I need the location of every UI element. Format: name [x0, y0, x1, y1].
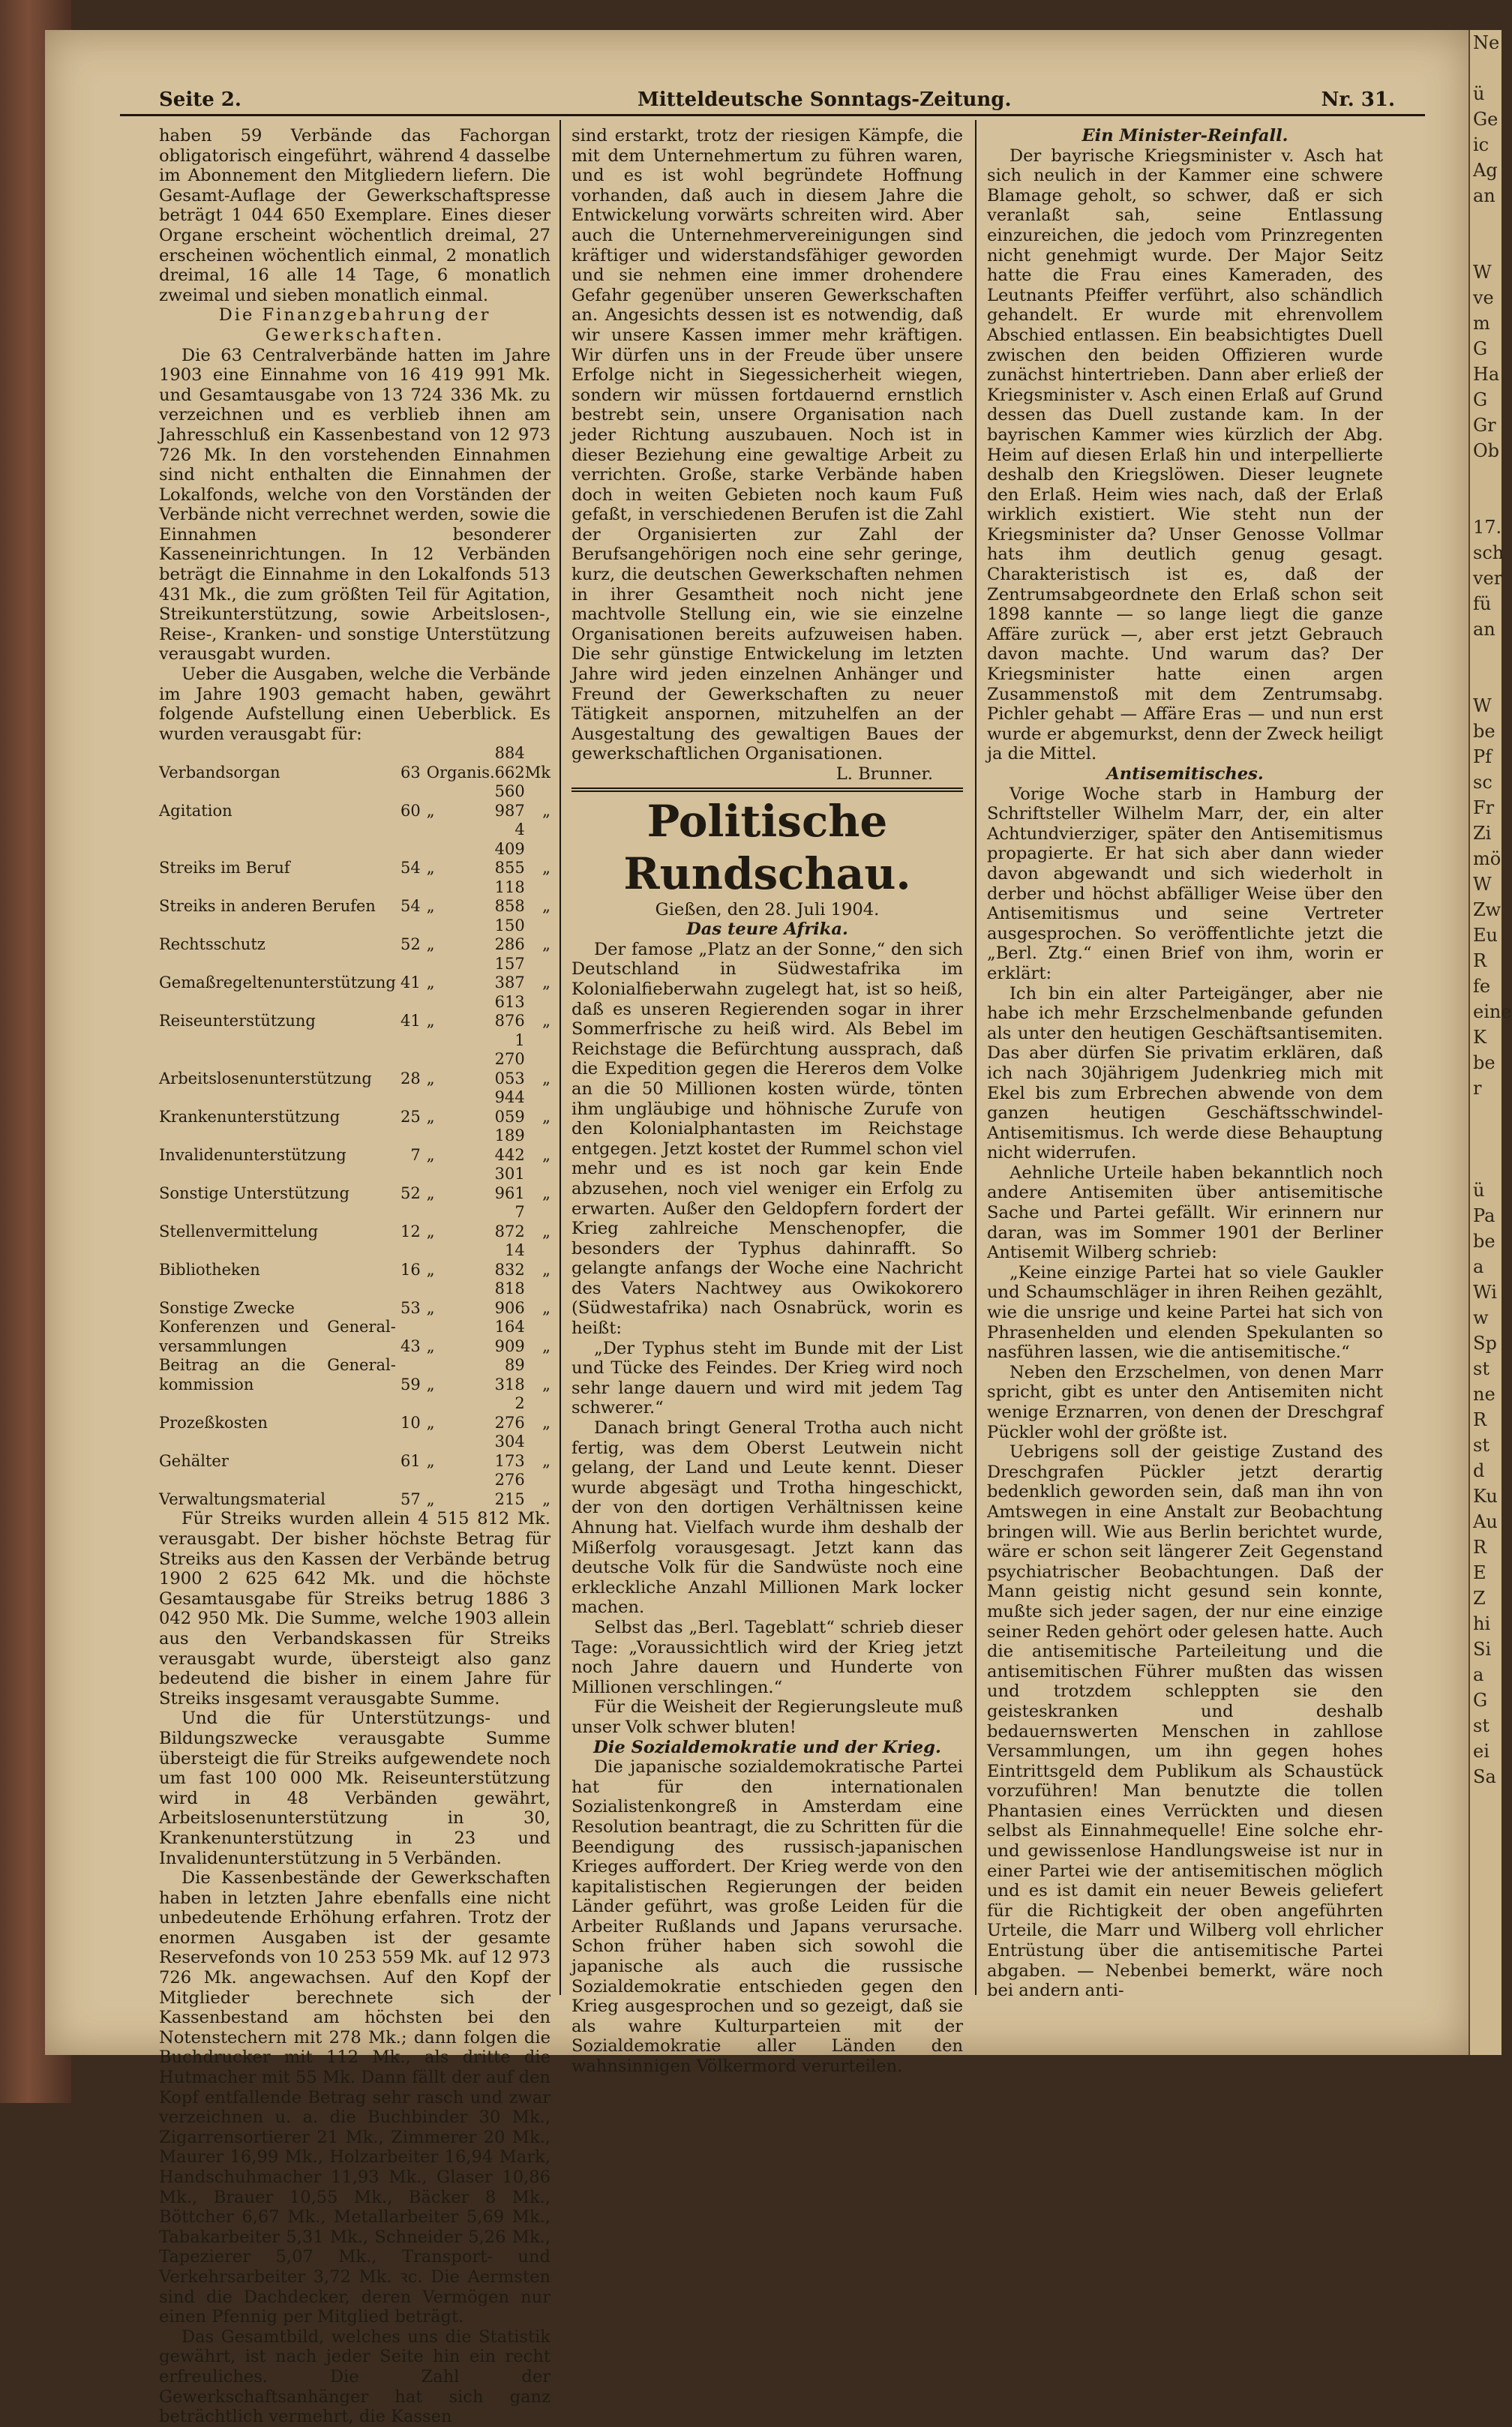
edge-text-fragment: m — [1473, 313, 1490, 334]
table-cell-count: 52 — [400, 935, 421, 954]
edge-text-fragment: G — [1473, 389, 1488, 410]
edge-text-fragment: st — [1473, 1715, 1490, 1736]
table-cell-count: 59 — [400, 1375, 421, 1394]
page-header — [120, 88, 1425, 116]
edge-text-fragment: w — [1473, 1307, 1489, 1328]
edge-text-fragment: Z — [1473, 1588, 1486, 1609]
quote: Ich bin ein alter Parteigänger, aber nie habe ich mehr Erzschelmenbande gefunden als unter den heutigen Geschäftsantisemiten. Das aber dürfen Sie privatim erklären, daß ich nach 30jährigem Judenkrieg mich mit Ekel bis zum Erbrechen abwende von dem ganzen heutigen Geschäftsschwindel-Antisemitismus. Ich werde diese Behauptung nicht widerrufen. — [987, 983, 1383, 1163]
table-cell-label: Konferenzen und General-versammlungen — [159, 1318, 396, 1355]
article-paragraph: Uebrigens soll der geistige Zustand des Dreschgrafen Pückler jetzt derartig bedenklich geworden sein, daß man ihn von Amtswegen in eine Anstalt zur Beobachtung bringen will. Wie aus Berlin berichtet wurde, wäre er schon seit längerer Zeit Gegenstand psychiatrischer Beobachtungen. Daß der Mann geistig nicht gesund sein konnte, mußte sich jeder sagen, der nur eine einzige seiner Reden gehört oder gelesen hatte. Auch die antisemitische Parteileitung und die antisemitischen Führer mußten das wissen und trotzdem schleppten sie den geisteskranken und deshalb bedauernswerten Menschen in zahllose Versammlungen, um ihn gegen hohes Eintrittsgeld dem Publikum als Schaustück vorzuführen! Man benutzte die tollen Phantasien eines Verrückten und diesen selbst als Einnahmequelle! Eine solche ehr- und gewissenlose Handlungsweise ist nur in einer Partei wie der antisemitischen möglich und es ist damit ein neuer Beweis geliefert für die Richtigkeit der oben angeführten Urteile, die Marr und Wilberg voll ehrlicher Entrüstung über die antisemitische Partei abgaben. — Nebenbei bemerkt, wäre noch bei andern anti- — [987, 1442, 1383, 2001]
table-row — [159, 1356, 550, 1394]
article-paragraph: Die 63 Centralverbände hatten im Jahre 1903 eine Einnahme von 16 419 991 Mk. und Gesamtausgabe von 13 724 336 Mk. zu verzeichnen und es verblieb ihnen am Jahresschluß ein Kassenbestand von 12 973 726 Mk. In den vorstehenden Einnahmen sind nicht enthalten die Einnahmen der Lokalfonds, welche von den Vorständen der Verbände nicht verrechnet werden, sowie die Einnahmen besonderer Kasseneinrichtungen. In 12 Verbänden beträgt die Einnahme in den Lokalfonds 513 431 Mk., die zum größten Teil für Agitation, Streikunterstützung, sowie Arbeitslosen-, Reise-, Kranken- und sonstige Unterstützung verausgabt wurden. — [159, 345, 550, 664]
table-cell-label: Stellenvermittelung — [159, 1222, 319, 1240]
article-paragraph: Der bayrische Kriegsminister v. Asch hat sich neulich in der Kammer eine schwere Blamage geholt, so schwer, daß er sich veranlaßt sah, seine Entlassung einzureichen, die jedoch vom Prinzregenten nicht genehmigt wurde. Der Major Seitz hatte die Frau eines Kameraden, des Leutnants Pfeiffer verführt, also schändlich gehandelt. Er wurde mit ehrenvollem Abschied entlassen. Ein beabsichtigtes Duell zwischen den beiden Offizieren wurde zunächst hintertrieben. Dann aber erließ der Kriegsminister v. Asch einen Erlaß auf Grund dessen das Duell zustande kam. In der bayrischen Kammer wies kürzlich der Abg. Heim auf diesen Erlaß hin und interpellierte deshalb den Kriegslöwen. Dieser leugnete den Erlaß. Heim wies nach, daß der Erlaß wirklich existiert. Wie steht nun der Kriegsminister da? Unser Genosse Vollmar hats ihm deutlich genug gesagt. Charakteristisch ist es, daß der Zentrumsabgeordnete den Erlaß schon seit 1898 kannte — so lange liegt die ganze Affäre zurück —, aber erst jetzt Gebrauch davon machte. Und warum das? Der Kriegsminister hatte einen argen Zusammenstoß mit dem Zentrumsabg. Pichler gehabt — Affäre Eras — und nun erst wurde er abgemurkst, denn der Zweck heiligt ja die Mittel. — [987, 146, 1383, 764]
table-cell-label: Beitrag an die General-kommission — [159, 1356, 396, 1394]
edge-text-fragment: W — [1473, 695, 1492, 716]
table-cell-count: 53 — [400, 1298, 421, 1317]
table-cell-unit: „ — [542, 1451, 550, 1470]
article-paragraph: Vorige Woche starb in Hamburg der Schriftsteller Wilhelm Marr, der, ein alter Achtundvierziger, später den Antisemitismus propagierte. Er hat sich aber dann wieder davon abgewandt und sich wiederholt in derber und höchst abfälliger Weise über den Antisemitismus und seine Vertreter ausgesprochen. So veröffentlichte jetzt die „Berl. Ztg.“ einen Brief von ihm, worin er erklärt: — [987, 784, 1383, 983]
edge-text-fragment: be — [1473, 1052, 1496, 1073]
article-paragraph: Das Gesamtbild, welches uns die Statistik gewährt, ist nach jeder Seite hin ein recht erfreuliches. Die Zahl der Gewerkschaftsanhänger hat sich ganz beträchtlich vermehrt, die Kassen — [159, 2326, 550, 2427]
edge-text-fragment — [1470, 464, 1502, 489]
dateline: Gießen, den 28. Juli 1904. — [655, 899, 880, 920]
edge-text-fragment: Zw — [1473, 899, 1502, 920]
table-cell-label: Gemaßregeltenunterstützung — [159, 974, 396, 992]
table-cell-sub: „ — [426, 1490, 435, 1508]
article-paragraph: Die japanische sozialdemokratische Partei hat für den internationalen Sozialistenkongreß in Amsterdam eine Resolution beantragt, die zu Schritten für die Beendigung des russisch-japanischen Krieges auffordert. Der Krieg werde von den kapitalistischen Regierungen der beiden Länder geführt, was große Leiden für die Arbeiter Rußlands und Japans verursache. Schon früher haben sich sowohl die japanische als auch die russische Sozialdemokratie entschieden gegen den Krieg ausgesprochen und so gezeigt, daß sie als wahre Kulturparteien mit der Sozialdemokratie aller Länden den wahnsinnigen Völkermord verurteilen. — [572, 1757, 963, 2077]
table-cell-unit: „ — [542, 974, 550, 992]
edge-text-fragment: Fr — [1473, 797, 1495, 818]
table-row — [159, 782, 550, 820]
table-cell-label: Invalidenunterstützung — [159, 1145, 346, 1164]
table-row — [159, 744, 550, 782]
edge-text-fragment — [1470, 642, 1502, 668]
newspaper-title: Mitteldeutsche Sonntags-Zeitung. — [638, 88, 1012, 111]
section-title: Politische Rundschau. — [623, 795, 911, 899]
table-row — [159, 1203, 550, 1241]
section-rule — [572, 788, 963, 792]
table-cell-label: Arbeitslosenunterstützung — [159, 1069, 372, 1088]
table-cell-sub: „ — [426, 1069, 435, 1088]
table-cell-sub: „ — [426, 1413, 435, 1432]
table-cell-label: Verbandsorgan — [159, 763, 280, 782]
table-row — [159, 1394, 550, 1432]
table-cell-unit: „ — [542, 1375, 550, 1394]
edge-text-fragment: W — [1473, 262, 1492, 283]
table-cell-sub: Organis. — [426, 763, 495, 782]
edge-text-fragment: fü — [1473, 593, 1492, 614]
edge-text-fragment: E — [1473, 1562, 1486, 1583]
article-paragraph: Für Streiks wurden allein 4 515 812 Mk. verausgabt. Der bisher höchste Betrag für Streiks aus den Kassen der Verbände betrug 1900 2 625 642 Mk. und die höchste Gesamtausgabe für Streiks betrug 1886 3 042 950 Mk. Die Summe, welche 1903 allein aus den Verbandskassen für Streiks verausgabt wurde, übersteigt also ganz bedeutend die bisher in einem Jahre für Streiks insgesamt verausgabte Summe. — [159, 1509, 550, 1708]
edge-text-fragment — [1470, 1152, 1502, 1178]
table-cell-amount: 613 876 — [494, 992, 525, 1030]
edge-text-fragment: an — [1473, 619, 1496, 640]
table-cell-count: 61 — [400, 1451, 421, 1470]
table-cell-unit: „ — [542, 859, 550, 878]
table-cell-unit: Mk — [524, 763, 550, 782]
table-cell-label: Bibliotheken — [159, 1260, 260, 1279]
edge-text-fragment — [1470, 668, 1502, 693]
table-cell-amount: 304 173 — [494, 1432, 525, 1470]
edge-text-fragment: Wi — [1473, 1282, 1497, 1303]
table-cell-sub: „ — [426, 1375, 435, 1394]
table-cell-amount: 164 909 — [494, 1318, 525, 1355]
table-cell-count: 28 — [400, 1069, 421, 1088]
table-cell-sub: „ — [426, 801, 435, 820]
table-cell-sub: „ — [426, 1298, 435, 1317]
edge-text-fragment: hi — [1473, 1613, 1491, 1634]
table-cell-label: Reiseunterstützung — [159, 1012, 316, 1030]
edge-text-fragment: Eu — [1473, 925, 1498, 946]
table-cell-label: Rechtsschutz — [159, 935, 266, 954]
table-cell-label: Verwaltungsmaterial — [159, 1490, 326, 1508]
table-cell-count: 43 — [400, 1336, 421, 1355]
table-cell-amount: 118 858 — [494, 878, 525, 916]
table-cell-unit: „ — [542, 1260, 550, 1279]
edge-text-fragment: ü — [1473, 1180, 1485, 1201]
edge-text-fragment: Sa — [1473, 1766, 1496, 1787]
edge-text-fragment: ve — [1473, 287, 1494, 308]
edge-text-fragment — [1470, 489, 1502, 514]
column-2 — [572, 126, 963, 2077]
table-cell-count: 57 — [400, 1490, 421, 1508]
edge-text-fragment: Pa — [1473, 1205, 1496, 1226]
table-row — [159, 1280, 550, 1318]
table-cell-sub: „ — [426, 1107, 435, 1126]
article-paragraph: haben 59 Verbände das Fachorgan obligatorisch eingeführt, während 4 dasselbe im Abonnement den Mitgliedern liefern. Die Gesamt-Auflage der Gewerkschaftspresse beträgt 1 044 650 Exemplare. Eines dieser Organe erscheint wöchentlich dreimal, 27 erscheinen wöchentlich einmal, 2 monatlich dreimal, 16 alle 14 Tage, 6 monatlich zweimal und sieben monatlich einmal. — [159, 126, 550, 305]
table-row — [159, 993, 550, 1031]
edge-text-fragment: st — [1473, 1358, 1490, 1379]
article-paragraph: Neben den Erzschelmen, von denen Marr spricht, gibt es unter den Antisemiten nicht wenige Erznarren, von denen der Dreschgraf Pückler wohl der größte ist. — [987, 1362, 1383, 1442]
table-cell-unit: „ — [542, 1012, 550, 1030]
table-cell-label: Streiks in anderen Berufen — [159, 897, 376, 916]
issue-number: Nr. 31. — [1321, 88, 1395, 111]
edge-text-fragment — [1470, 1101, 1502, 1126]
table-cell-unit: „ — [542, 1336, 550, 1355]
edge-text-fragment: ei — [1473, 1741, 1490, 1762]
table-cell-label: Sonstige Zwecke — [159, 1298, 295, 1317]
edge-text-fragment: W — [1473, 874, 1492, 895]
table-cell-unit: „ — [542, 1145, 550, 1164]
table-cell-label: Gehälter — [159, 1451, 229, 1470]
article-paragraph: Der famose „Platz an der Sonne,“ den sich Deutschland in Südwestafrika im Kolonialfieberwahn zugelegt hat, ist so heiß, daß es unseren Regierenden sogar in ihrer Sommerfrische zu heiß wird. Als Bebel im Reichstage die Befürchtung aussprach, daß die Expedition gegen die Hereros dem Volke an die 50 Millionen kosten würde, tönten ihm ungläubige und höhnische Zurufe von den Kolonialphantasten im Reichstage entgegen. Jetzt kostet der Rummel schon viel mehr und es ist noch gar kein Ende abzusehen, noch viel weniger ein Erfolg zu erwarten. Außer den Geldopfern fordert der Krieg zahlreiche Menschenopfer, die besonders der Typhus dahinrafft. So gelangte anfangs der Woche eine Nachricht des Vaters Nachtwey aus Owikokorero (Südwestafrika) nach Osnabrück, worin es heißt: — [572, 939, 963, 1339]
page-number: Seite 2. — [159, 88, 242, 111]
edge-text-fragment: Ku — [1473, 1486, 1498, 1507]
table-cell-amount: 818 906 — [494, 1280, 525, 1317]
table-cell-count: 54 — [400, 859, 421, 878]
table-row — [159, 955, 550, 993]
table-row — [159, 820, 550, 878]
table-cell-sub: „ — [426, 859, 435, 878]
edge-text-fragment: R — [1473, 1409, 1487, 1430]
article-paragraph: Die Kassenbestände der Gewerkschaften haben in letzten Jahre ebenfalls eine nicht unbedeutende Erhöhung erfahren. Trotz der enormen Ausgaben ist der gesamte Reservefonds von 10 253 559 Mk. auf 12 973 726 Mk. angewachsen. Auf den Kopf der Mitglieder berechnete sich der Kassenbestand am höchsten bei den Notenstechern mit 278 Mk.; dann folgen die Buchdrucker mit 112 Mk., als dritte die Hutmacher mit 55 Mk. Dann fällt der auf den Kopf entfallende Betrag sehr rasch und zwar verzeichnen u. a. die Buchbinder 30 Mk., Zigarrensortierer 21 Mk., Zimmerer 20 Mk., Maurer 16,99 Mk., Holzarbeiter 16,94 Mark, Handschuhmacher 11,93 Mk., Glaser 10,86 Mk., Brauer 10,55 Mk., Bäcker 8 Mk., Böttcher 6,67 Mk., Metallarbeiter 5,69 Mk., Tabakarbeiter 5,31 Mk., Schneider 5,26 Mk., Tapezierer 5,07 Mk., Transport- und Verkehrsarbeiter 3,72 Mk. ꝛc. Die Aermsten sind die Dachdecker, deren Vermögen nur einen Pfennig per Mitglied beträgt. — [159, 1868, 550, 2327]
edge-text-fragment: Au — [1473, 1511, 1498, 1532]
edge-text-fragment: Zi — [1473, 823, 1492, 844]
table-cell-amount: 560 987 — [494, 782, 525, 820]
table-cell-unit: „ — [542, 1413, 550, 1432]
edge-text-fragment: Ha — [1473, 364, 1500, 385]
table-cell-unit: „ — [542, 1222, 550, 1240]
table-cell-amount: 944 059 — [494, 1088, 525, 1126]
table-cell-sub: „ — [426, 935, 435, 954]
table-cell-count: 52 — [400, 1184, 421, 1202]
author-signature: L. Brunner. — [836, 764, 933, 784]
table-cell-sub: „ — [426, 1012, 435, 1030]
table-cell-sub: „ — [426, 1451, 435, 1470]
table-cell-sub: „ — [426, 1145, 435, 1164]
table-cell-count: 41 — [400, 974, 421, 992]
edge-text-fragment: fe — [1473, 976, 1491, 997]
edge-text-fragment: ne — [1473, 1384, 1496, 1405]
table-cell-amount: 276 215 — [494, 1471, 525, 1508]
table-cell-label: Agitation — [159, 801, 232, 820]
table-cell-amount: 157 387 — [494, 954, 525, 992]
column-1 — [159, 126, 550, 2427]
edge-text-fragment: d — [1473, 1460, 1485, 1481]
table-cell-unit: „ — [542, 1490, 550, 1508]
table-cell-label: Streiks im Beruf — [159, 859, 290, 878]
edge-text-fragment: sc — [1473, 772, 1492, 793]
table-cell-unit: „ — [542, 1069, 550, 1088]
quote: „Der Typhus steht im Bunde mit der List und Tücke des Feindes. Der Krieg wird noch sehr lange dauern und wird mit jedem Tag schwerer.“ — [572, 1338, 963, 1418]
edge-text-fragment: mö — [1473, 848, 1502, 869]
edge-text-fragment: K — [1473, 1027, 1486, 1048]
table-cell-unit: „ — [542, 935, 550, 954]
table-cell-sub: „ — [426, 1336, 435, 1355]
edge-text-fragment: eine — [1473, 1001, 1512, 1022]
article-paragraph: Selbst das „Berl. Tageblatt“ schrieb dieser Tage: „Voraussichtlich wird der Krieg jetzt noch Jahre dauern und Hunderte von Millionen verschlingen.“ — [572, 1617, 963, 1697]
table-cell-amount: 2 276 — [494, 1394, 525, 1432]
table-cell-count: 7 — [410, 1145, 421, 1164]
article-paragraph: Für die Weisheit der Regierungsleute muß unser Volk schwer bluten! — [572, 1697, 963, 1737]
edge-text-fragment: R — [1473, 950, 1487, 971]
edge-text-fragment: G — [1473, 1690, 1488, 1711]
table-cell-amount: 150 286 — [494, 916, 525, 954]
edge-text-fragment: Gr — [1473, 415, 1496, 436]
table-row — [159, 878, 550, 916]
edge-text-fragment — [1470, 208, 1502, 234]
table-cell-unit: „ — [542, 801, 550, 820]
table-cell-count: 41 — [400, 1012, 421, 1030]
article-heading: Antisemitisches. — [1106, 764, 1264, 784]
article-heading: Ein Minister-Reinfall. — [1082, 126, 1288, 146]
table-cell-amount: 1 270 053 — [494, 1030, 525, 1088]
table-cell-count: 10 — [400, 1413, 421, 1432]
article-paragraph: Und die für Unterstützungs- und Bildungszwecke verausgabte Summe übersteigt die für Streiks aufgewendete noch um fast 100 000 Mk. Reiseunterstützung wird in 48 Verbänden gewährt, Arbeitslosenunterstützung in 30, Krankenunterstützung in 23 und Invalidenunterstützung in 5 Verbänden. — [159, 1708, 550, 1868]
article-paragraph: Ueber die Ausgaben, welche die Verbände im Jahre 1903 gemacht haben, gewährt folgende Aufstellung einen Ueberblick. Es wurden verausgabt für: — [159, 664, 550, 744]
table-cell-label: Prozeßkosten — [159, 1413, 268, 1432]
edge-text-fragment: Sp — [1473, 1333, 1497, 1354]
edge-text-fragment: ic — [1473, 134, 1490, 155]
table-cell-amount: 884 662 — [494, 744, 525, 782]
table-cell-count: 25 — [400, 1107, 421, 1126]
edge-text-fragment — [1470, 234, 1502, 260]
edge-text-fragment: R — [1473, 1537, 1487, 1558]
table-cell-count: 12 — [400, 1222, 421, 1240]
table-cell-sub: „ — [426, 1184, 435, 1202]
table-row — [159, 1318, 550, 1356]
table-row — [159, 1031, 550, 1089]
article-paragraph: sind erstarkt, trotz der riesigen Kämpfe, die mit dem Unternehmertum zu führen waren, und es ist wohl begründete Hoffnung vorhanden, daß auch in diesem Jahre die Entwickelung vorwärts schreiten wird. Aber auch die Unternehmervereinigungen sind kräftiger und widerstandsfähiger geworden und sie nehmen eine immer drohendere Gefahr gegenüber unseren Gewerkschaften an. Angesichts dessen ist es notwendig, daß wir unsere Kassen immer mehr kräftigen. Wir dürfen uns in der Freude über unsere Erfolge nicht in Siegessicherheit wiegen, sondern wir müssen fortdauernd ernstlich bestrebt sein, unsere Organisation nach jeder Richtung auszubauen. Noch ist in dieser Beziehung eine gewaltige Arbeit zu verrichten. Große, starke Verbände haben doch in weiten Gebieten noch kaum Fuß gefaßt, in verschiedenen Berufen ist die Zahl der Organisierten zur Zahl der Berufsangehörigen noch eine sehr geringe, kurz, die deutschen Gewerkschaften nehmen in ihrer Gesamtheit noch nicht jene machtvolle Stellung ein, wie sie einzelne Organisationen bereits aufzuweisen haben. Die sehr günstige Entwickelung im letzten Jahre wird jeden einzelnen Anhänger und Freund der Gewerkschaften zu neuer Tätigkeit anspornen, mitzuhelfen an der Ausgestaltung des gewaltigen Baues der gewerkschaftlichen Organisationen. — [572, 126, 963, 764]
table-row — [159, 1126, 550, 1165]
table-cell-amount: 89 318 — [494, 1356, 525, 1394]
edge-text-fragment: be — [1473, 1231, 1496, 1252]
column-divider — [560, 120, 561, 1995]
table-cell-amount: 4 409 855 — [494, 820, 525, 878]
table-cell-sub: „ — [426, 1222, 435, 1240]
article-heading: Das teure Afrika. — [686, 920, 848, 940]
edge-text-fragment: a — [1473, 1664, 1484, 1685]
table-cell-count: 63 — [400, 763, 421, 782]
table-cell-amount: 14 832 — [494, 1241, 525, 1279]
edge-text-fragment: sch — [1473, 542, 1504, 563]
table-cell-sub: „ — [426, 897, 435, 916]
article-heading: Die Sozialdemokratie und der Krieg. — [593, 1737, 941, 1757]
edge-text-fragment: ver — [1473, 568, 1503, 589]
edge-text-fragment: an — [1473, 185, 1496, 206]
table-cell-unit: „ — [542, 897, 550, 916]
table-cell-sub: „ — [426, 974, 435, 992]
header-rule — [120, 114, 1425, 116]
table-cell-amount: 301 961 — [494, 1165, 525, 1202]
edge-text-fragment: r — [1473, 1078, 1482, 1099]
table-row — [159, 1165, 550, 1203]
table-cell-amount: 7 872 — [494, 1203, 525, 1240]
edge-text-fragment — [1470, 1126, 1502, 1152]
column-divider — [975, 120, 976, 1995]
column-3 — [987, 126, 1383, 2001]
table-row — [159, 916, 550, 955]
table-row — [159, 1241, 550, 1280]
table-cell-sub: „ — [426, 1260, 435, 1279]
edge-text-fragment: ü — [1473, 83, 1485, 104]
edge-text-fragment: Ge — [1473, 109, 1498, 130]
table-cell-unit: „ — [542, 1107, 550, 1126]
edge-text-fragment: a — [1473, 1256, 1484, 1277]
edge-text-fragment: be — [1473, 721, 1496, 742]
edge-text-fragment: 17. — [1473, 517, 1502, 538]
table-cell-unit: „ — [542, 1298, 550, 1317]
table-row — [159, 1088, 550, 1126]
adjacent-page-edge — [1468, 30, 1512, 2055]
table-row — [159, 1432, 550, 1471]
edge-text-fragment: st — [1473, 1435, 1490, 1456]
article-paragraph: Aehnliche Urteile haben bekanntlich noch andere Antisemiten über antisemitische Sache und Partei gefällt. Wir erinnern nur daran, was im Sommer 1901 der Berliner Antisemit Wilberg schrieb: — [987, 1162, 1383, 1263]
table-cell-count: 60 — [400, 801, 421, 820]
edge-text-fragment: Ag — [1473, 160, 1498, 181]
edge-text-fragment: Ne — [1473, 32, 1500, 53]
expenditure-table — [159, 744, 550, 1509]
table-cell-label: Sonstige Unterstützung — [159, 1184, 350, 1202]
edge-text-fragment: G — [1473, 338, 1488, 359]
edge-text-fragment: Si — [1473, 1639, 1492, 1660]
table-cell-amount: 189 442 — [494, 1126, 525, 1164]
table-cell-count: 54 — [400, 897, 421, 916]
table-cell-count: 16 — [400, 1260, 421, 1279]
table-cell-label: Krankenunterstützung — [159, 1107, 340, 1126]
table-row — [159, 1471, 550, 1509]
article-paragraph: Danach bringt General Trotha auch nicht fertig, was dem Oberst Leutwein nicht gelang, der Land und Leute kennt. Dieser wurde abgesägt und Trotha hingeschickt, der von den dortigen Verhältnissen keine Ahnung hat. Vielfach wurde ihm deshalb der Mißerfolg vorausgesagt. Jetzt kann das deutsche Volk für die Sandwüste noch eine erkleckliche Anzahl Millionen Mark locker machen. — [572, 1418, 963, 1618]
quote: „Keine einzige Partei hat so viele Gaukler und Schaumschläger in ihren Reihen gezählt, wie die unsrige und keine Partei hat sich von Phrasenhelden und elenden Spekulanten so nasführen lassen, wie die antisemitische.“ — [987, 1262, 1383, 1363]
section-heading: Die Finanzgebahrung der Gewerkschaften. — [218, 305, 491, 345]
edge-text-fragment: Ob — [1473, 440, 1500, 461]
edge-text-fragment — [1470, 56, 1502, 81]
edge-text-fragment: Pf — [1473, 746, 1492, 767]
table-cell-unit: „ — [542, 1184, 550, 1202]
